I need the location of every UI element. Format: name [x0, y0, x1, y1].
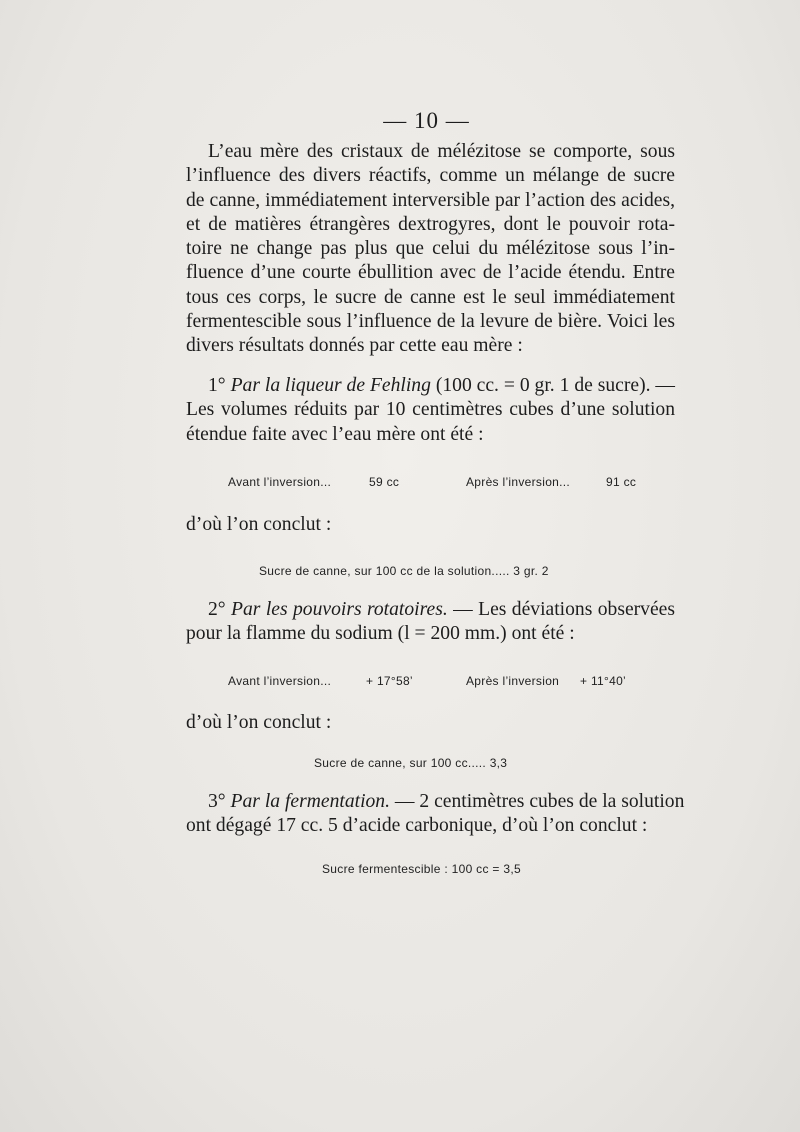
- intro-line: L’eau mère des cristaux de mélézitose se comporte, sous: [208, 141, 675, 162]
- section-2-after-value: + 11°40’: [580, 674, 627, 688]
- section-3-number: 3°: [208, 791, 226, 812]
- section-1: [186, 374, 675, 447]
- section-2-line: pour la flamme du sodium (l = 200 mm.) ont été :: [186, 623, 575, 645]
- section-2-heading-rest: — Les déviations observées: [453, 599, 675, 620]
- section-3-title: Par la fermentation.: [230, 791, 391, 812]
- section-1-before-label: Avant l’inversion...: [228, 475, 332, 489]
- section-3-result: Sucre fermentescible : 100 cc = 3,5: [322, 862, 521, 876]
- section-1-line: étendue faite avec l’eau mère ont été :: [186, 423, 484, 445]
- section-2-result: Sucre de canne, sur 100 cc..... 3,3: [314, 756, 508, 770]
- section-1-after-value: 91 cc: [606, 475, 637, 489]
- section-2-title: Par les pouvoirs rotatoires.: [231, 599, 448, 620]
- section-1-number: 1°: [208, 375, 226, 396]
- section-3: [186, 790, 685, 839]
- intro-line: divers résultats donnés par cette eau mère :: [186, 335, 523, 357]
- section-2-before-value: + 17°58’: [366, 674, 413, 688]
- section-2: [186, 598, 675, 647]
- section-1-line: Les volumes réduits par 10 centimètres cubes d’une solution: [186, 399, 675, 421]
- section-2-number: 2°: [208, 599, 226, 620]
- section-1-before-value: 59 cc: [369, 475, 400, 489]
- section-3-heading-rest: — 2 centimètres cubes de la solution: [394, 791, 685, 812]
- section-2-before-label: Avant l’inversion...: [228, 674, 332, 688]
- intro-line: de canne, immédiatement interversible par l’action des acides,: [186, 189, 675, 211]
- section-3-line: ont dégagé 17 cc. 5 d’acide carbonique, d’où l’on conclut :: [186, 815, 648, 837]
- section-1-conclude: d’où l’on conclut :: [186, 514, 332, 535]
- section-1-after-label: Après l’inversion...: [466, 475, 571, 489]
- intro-line: fermentescible sous l’influence de la levure de bière. Voici les: [186, 311, 675, 333]
- intro-line: et de matières étrangères dextrogyres, dont le pouvoir rota-: [186, 213, 675, 235]
- section-1-heading-rest: (100 cc. = 0 gr. 1 de sucre). —: [435, 375, 675, 396]
- section-3-heading: [186, 790, 685, 814]
- page-number: — 10 —: [383, 108, 470, 133]
- intro-paragraph: [186, 140, 675, 359]
- intro-line: fluence d’une courte ébullition avec de l’acide étendu. Entre: [186, 262, 675, 284]
- intro-line: tous ces corps, le sucre de canne est le seul immédiatement: [186, 286, 675, 308]
- intro-line: toire ne change pas plus que celui du mélézitose sous l’in-: [186, 238, 675, 260]
- intro-line: l’influence des divers réactifs, comme un mélange de sucre: [186, 165, 675, 187]
- section-1-heading: [186, 374, 675, 398]
- section-2-after-label: Après l’inversion: [466, 674, 560, 688]
- section-1-title: Par la liqueur de Fehling: [230, 375, 431, 396]
- section-2-heading: [186, 598, 675, 622]
- section-2-conclude: d’où l’on conclut :: [186, 712, 332, 733]
- section-1-result: Sucre de canne, sur 100 cc de la solution..... 3 gr. 2: [259, 564, 549, 578]
